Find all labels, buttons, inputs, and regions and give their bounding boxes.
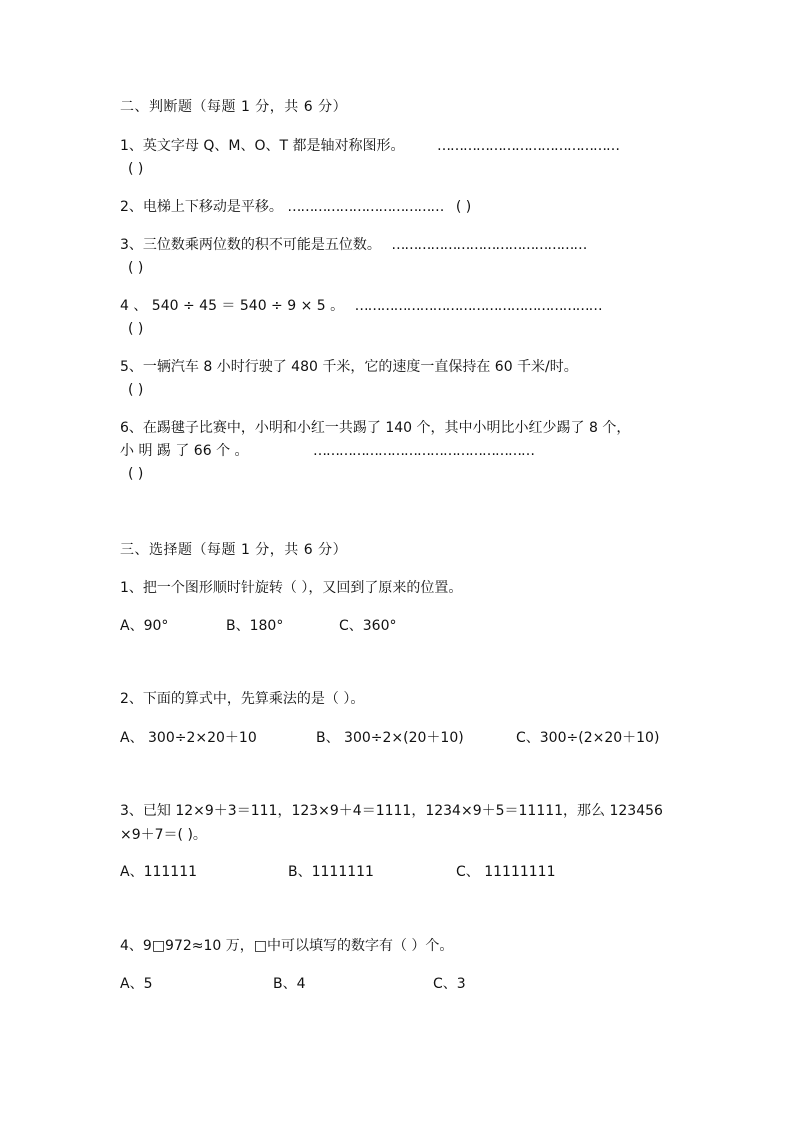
answer-parentheses: ( ) — [128, 466, 144, 482]
answer-parentheses: ( ) — [128, 382, 144, 398]
option-c: C、3 — [433, 976, 466, 992]
choice-question-4: 4、9□972≈10 万，□中可以填写的数字有（ ）个。 — [120, 938, 454, 954]
choice-question-3-line2: ×9＋7＝( )。 — [120, 827, 207, 843]
section-title-judgment: 二、判断题（每题 1 分，共 6 分） — [120, 99, 348, 115]
option-a: A、90° — [120, 618, 169, 634]
question-text: 1、英文字母 Q、M、O、T 都是轴对称图形。 — [120, 138, 405, 154]
judgment-question-1 — [120, 137, 619, 155]
option-c: C、360° — [339, 618, 397, 634]
leader-dots: …………………………………………… — [312, 443, 534, 459]
option-a: A、 300÷2×20＋10 — [120, 730, 257, 746]
answer-parentheses: ( ) — [455, 199, 472, 215]
judgment-question-5: 5、一辆汽车 8 小时行驶了 480 千米，它的速度一直保持在 60 千米/时。 — [120, 359, 578, 375]
leader-dots: ……………………………… — [287, 199, 444, 215]
judgment-question-3 — [120, 236, 586, 254]
option-b: B、 300÷2×(20＋10) — [316, 730, 464, 746]
judgment-question-2 — [120, 198, 471, 216]
option-b: B、4 — [273, 976, 306, 992]
section-title-choice: 三、选择题（每题 1 分，共 6 分） — [120, 542, 348, 558]
choice-question-1: 1、把一个图形顺时针旋转（ ），又回到了原来的位置。 — [120, 580, 463, 596]
question-text: 小 明 踢 了 66 个 。 — [120, 443, 249, 459]
judgment-question-4 — [120, 297, 602, 315]
choice-question-2: 2、下面的算式中，先算乘法的是（ ）。 — [120, 691, 365, 707]
choice-question-3-line1: 3、已知 12×9＋3＝111，123×9＋4＝1111，1234×9＋5＝11111，那么 123456 — [120, 803, 663, 819]
question-text: 4 、 540 ÷ 45 ＝ 540 ÷ 9 × 5 。 — [120, 298, 345, 314]
question-text: 3、三位数乘两位数的积不可能是五位数。 — [120, 237, 381, 253]
option-c: C、300÷(2×20＋10) — [516, 730, 660, 746]
answer-parentheses: ( ) — [128, 260, 144, 276]
option-b: B、1111111 — [288, 864, 374, 880]
option-a: A、111111 — [120, 864, 198, 880]
answer-parentheses: ( ) — [128, 321, 144, 337]
answer-parentheses: ( ) — [128, 161, 144, 177]
judgment-question-6-line1: 6、在踢毽子比赛中，小明和小红一共踢了 140 个，其中小明比小红少踢了 8 个， — [120, 420, 631, 436]
option-c: C、 11111111 — [456, 864, 556, 880]
leader-dots: ……………………………………… — [391, 237, 587, 253]
judgment-question-6-line2 — [120, 442, 534, 460]
leader-dots: …………………………………… — [436, 138, 619, 154]
question-text: 2、电梯上下移动是平移。 — [120, 199, 283, 215]
option-a: A、5 — [120, 976, 153, 992]
option-b: B、180° — [226, 618, 284, 634]
leader-dots: ………………………………………………… — [354, 298, 602, 314]
